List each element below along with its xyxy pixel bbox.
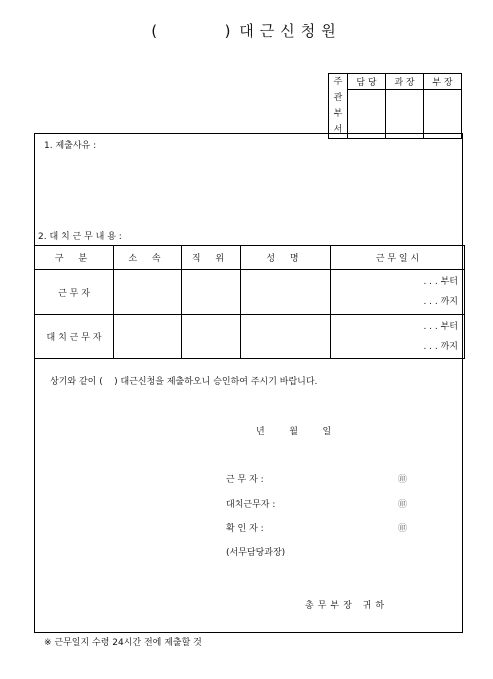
addressee: 총무부장 귀하 <box>305 601 389 611</box>
cell-name[interactable] <box>241 270 331 315</box>
datetime-from: . . . 부터 <box>423 321 458 332</box>
footnote: ※ 근무일지 수령 24시간 전에 제출할 것 <box>44 638 202 648</box>
title-text: 대근신청원 <box>239 22 342 40</box>
cell-name[interactable] <box>241 315 331 359</box>
date-line: 년 월 일 <box>256 427 336 437</box>
cell-position[interactable] <box>182 270 241 315</box>
cell-datetime[interactable] <box>331 270 465 315</box>
approval-sign-manager[interactable] <box>386 89 424 138</box>
signer-note: (서무담당과장) <box>226 548 286 558</box>
approval-side-label: 주관부서 <box>329 74 348 139</box>
approval-header-director: 부 장 <box>424 74 462 90</box>
col-category: 구 분 <box>35 246 114 270</box>
col-position: 직 위 <box>182 246 241 270</box>
datetime-to: . . . 까지 <box>423 297 458 307</box>
cell-position[interactable] <box>182 315 241 359</box>
col-name: 성 명 <box>241 246 331 270</box>
reason-field[interactable] <box>40 152 458 222</box>
table-row <box>35 270 465 315</box>
datetime-to: . . . 까지 <box>423 341 458 352</box>
form-title <box>0 20 493 41</box>
cell-department[interactable] <box>114 315 182 359</box>
table-row <box>35 315 465 359</box>
signer-confirmer-label: 확 인 자 : <box>226 524 264 534</box>
row-label-substitute: 대 치 근 무 자 <box>35 315 114 359</box>
seal-icon[interactable]: ㊞ <box>398 475 408 485</box>
approval-sign-director[interactable] <box>424 89 462 138</box>
approval-box <box>328 73 462 139</box>
section-reason-label: 1. 제출사유 : <box>44 141 97 151</box>
approval-sign-staff[interactable] <box>348 89 386 138</box>
row-label-worker: 근 무 자 <box>35 270 114 315</box>
signer-worker-label: 근 무 자 : <box>226 475 264 485</box>
cell-datetime[interactable] <box>331 315 465 359</box>
seal-icon[interactable]: ㊞ <box>398 500 408 510</box>
col-datetime: 근 무 일 시 <box>331 246 465 270</box>
signer-substitute-label: 대치근무자 : <box>226 500 276 510</box>
title-close-paren: ) <box>224 22 233 40</box>
work-table <box>34 245 465 359</box>
approval-header-staff: 담 당 <box>348 74 386 90</box>
datetime-from: . . . 부터 <box>423 277 458 287</box>
cell-department[interactable] <box>114 270 182 315</box>
title-open-paren: ( <box>151 22 160 40</box>
statement-text: 상기와 같이 ( ) 대근신청을 제출하오니 승인하여 주시기 바랍니다. <box>50 377 318 387</box>
seal-icon[interactable]: ㊞ <box>398 524 408 534</box>
approval-header-manager: 과 장 <box>386 74 424 90</box>
section-work-label: 2. 대 치 근 무 내 용 : <box>38 232 122 242</box>
col-department: 소 속 <box>114 246 182 270</box>
